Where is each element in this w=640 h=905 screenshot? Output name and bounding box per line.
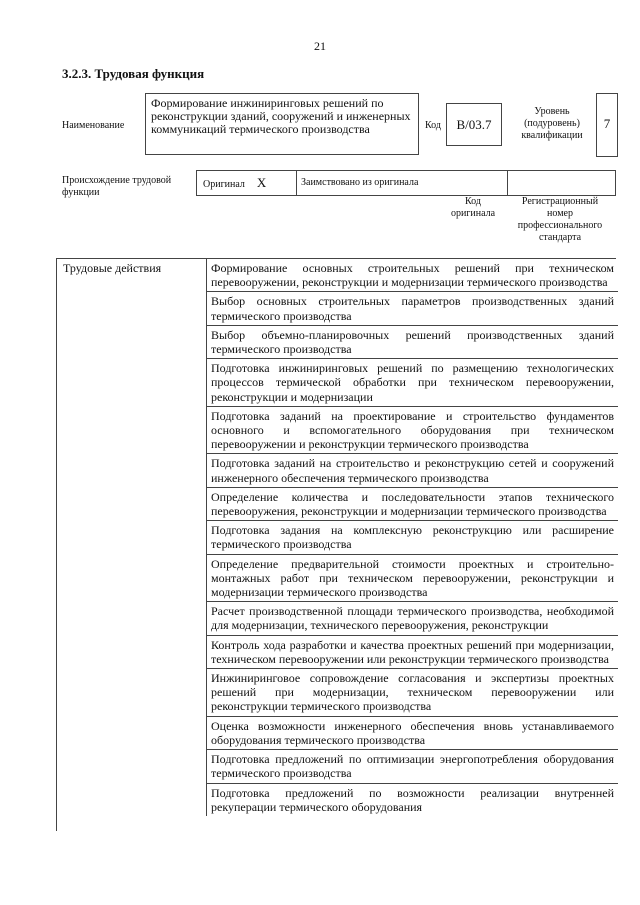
origin-borrowed-cell: Заимствовано из оригинала — [297, 171, 508, 195]
action-row: Определение предварительной стоимости проектных и строительно-монтажных работ при техническом перевооружении, реконструкции и модернизации термического производства — [207, 555, 618, 603]
origin-original-cell — [197, 171, 297, 195]
action-row: Подготовка заданий на проектирование и строительство фундаментов основного и вспомогательного оборудования при техническом перевооружении и реконструкции термического производства — [207, 407, 618, 455]
action-row: Определение количества и последовательности этапов технического перевооружения, реконструкции и модернизации термического производства — [207, 488, 618, 521]
action-row: Подготовка заданий на строительство и реконструкцию сетей и сооружений инженерного обеспечения термического производства — [207, 454, 618, 487]
qualification-level-label: Уровень (подуровень) квалификации — [521, 106, 583, 141]
labor-actions-label: Трудовые действия — [63, 261, 162, 275]
origin-code-caption: Код оригинала — [450, 196, 496, 219]
labor-actions-table — [56, 258, 616, 831]
action-row: Подготовка предложений по возможности реализации внутренней рекуперации термического оборудования — [211, 785, 614, 814]
action-row: Формирование основных строительных решений при техническом перевооружении, реконструкции и модернизации термического производства — [207, 259, 618, 292]
section-title: 3.2.3. Трудовая функция — [62, 66, 205, 81]
function-code-field: B/03.7 — [446, 103, 502, 146]
registration-number-caption: Регистрационный номер профессионального стандарта — [517, 196, 603, 243]
action-row: Подготовка задания на комплексную реконструкцию или расширение термического производства — [207, 521, 618, 554]
original-label: Оригинал — [203, 179, 245, 190]
origin-table — [196, 170, 616, 196]
action-row: Выбор основных строительных параметров производственных зданий термического производства — [207, 292, 618, 325]
action-row: Оценка возможности инженерного обеспечения вновь устанавливаемого оборудования термического производства — [207, 717, 618, 750]
labor-actions-list — [206, 259, 618, 816]
original-mark: X — [256, 175, 267, 190]
action-row: Подготовка инжиниринговых решений по размещению технологических процессов термической обработки при техническом перевооружении, реконструкции и модернизации — [207, 359, 618, 407]
action-row: Инжиниринговое сопровождение согласования и экспертизы проектных решений при модернизации, техническом перевооружении или реконструкции термического производства — [207, 669, 618, 717]
origin-label: Происхождение трудовой функции — [62, 175, 172, 198]
function-name-label: Наименование — [62, 120, 125, 131]
function-code-label: Код — [425, 120, 441, 131]
action-row: Подготовка предложений по оптимизации энергопотребления оборудования термического производства — [207, 750, 618, 783]
qualification-level-field: 7 — [596, 93, 618, 157]
origin-reg-number-cell — [508, 171, 615, 195]
action-row: Контроль хода разработки и качества проектных решений при модернизации, техническом перевооружении или реконструкции термического производства — [207, 636, 618, 669]
action-row: Выбор объемно-планировочных решений производственных зданий термического производства — [207, 326, 618, 359]
function-name-field: Формирование инжиниринговых решений по реконструкции зданий, сооружений и инженерных коммуникаций термического производства — [145, 93, 419, 155]
action-row: Расчет производственной площади термического производства, необходимой для модернизации, технического перевооружения, реконструкции — [207, 602, 618, 635]
page-number: 21 — [314, 39, 326, 53]
